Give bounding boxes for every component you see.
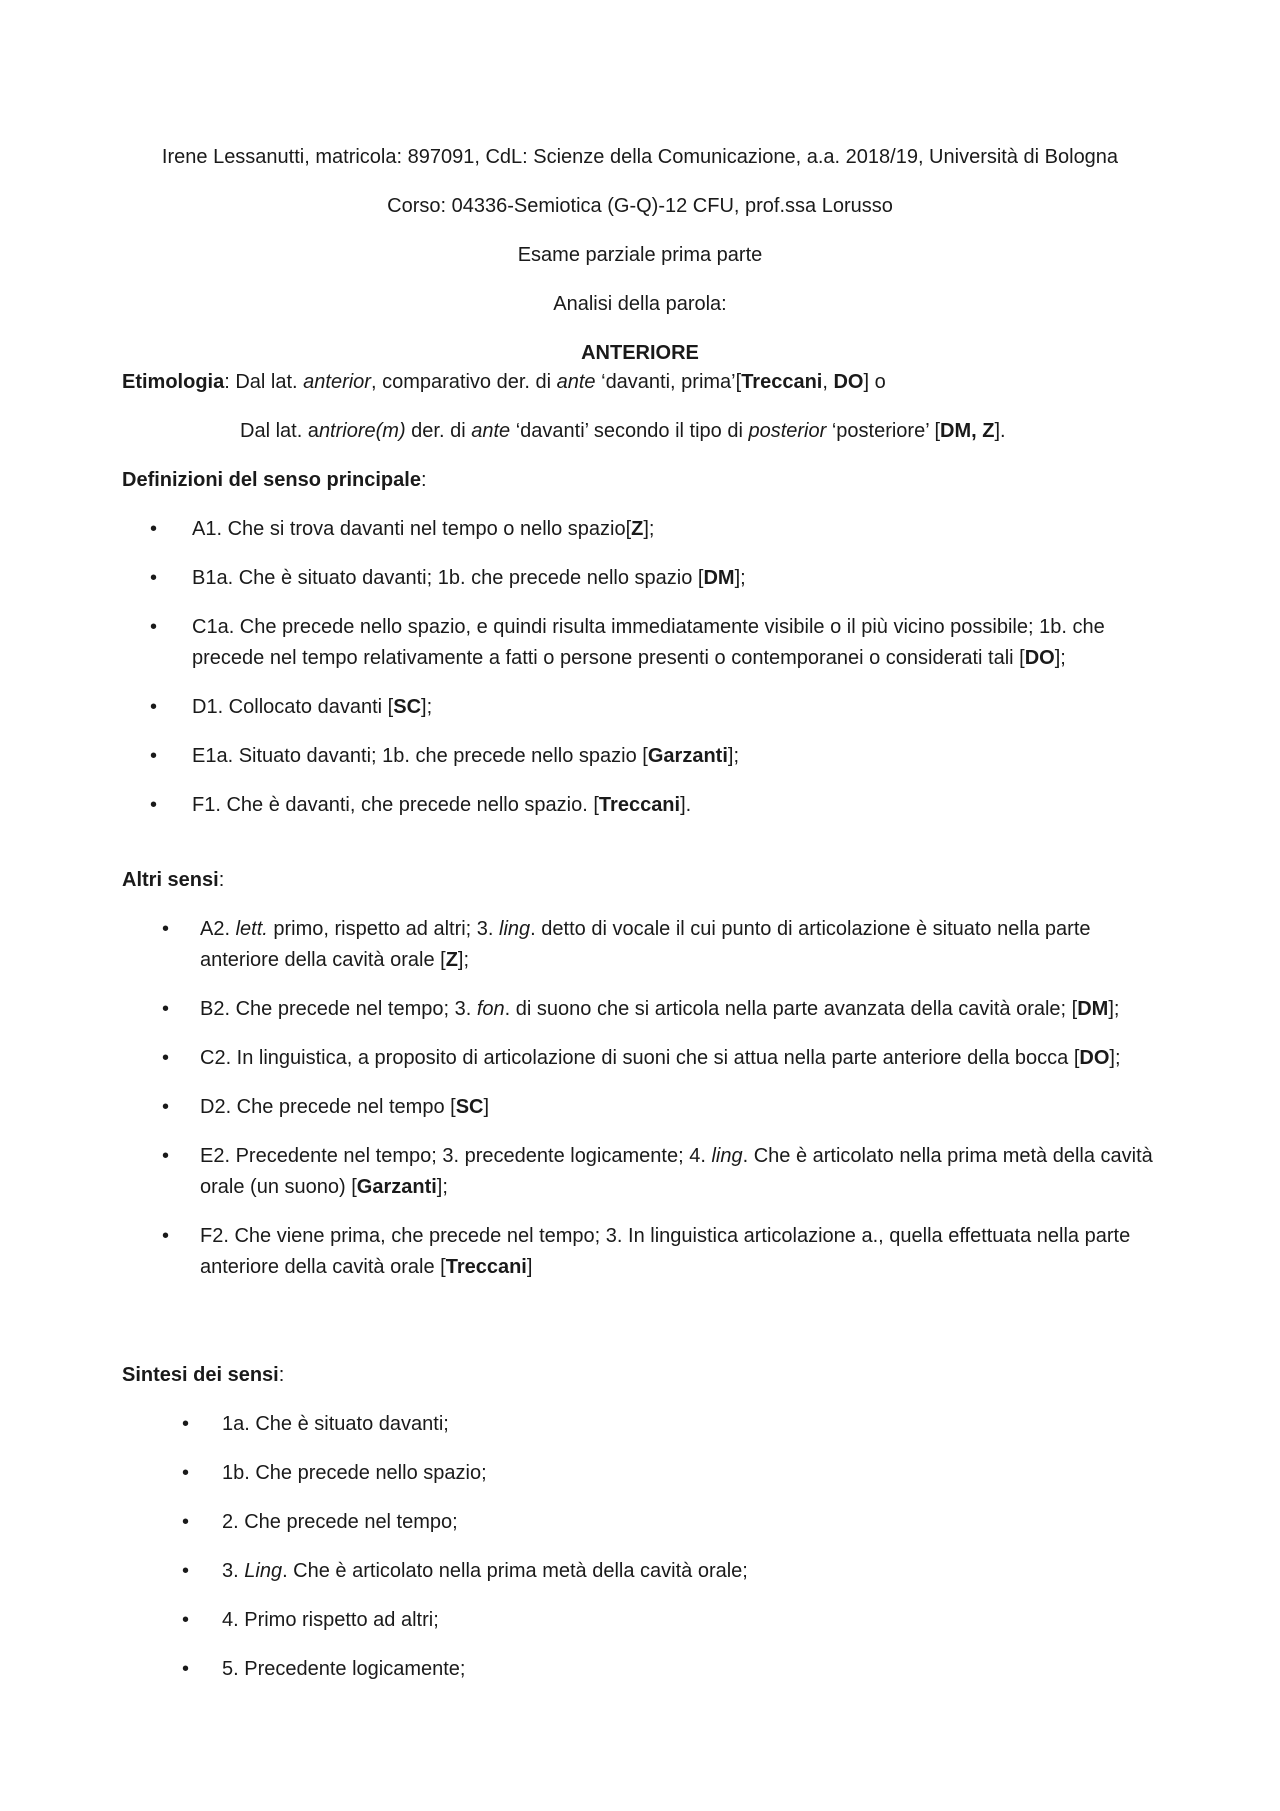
source-ref: DM, Z (940, 420, 995, 442)
text-run: 1a. Che è situato davanti; (222, 1413, 449, 1435)
italic-term: posterior (748, 420, 827, 442)
text-run: . Che è articolato nella prima metà della cavità orale; (282, 1560, 748, 1582)
exam-title: Esame parziale prima parte (517, 244, 763, 266)
list-item (182, 1654, 1082, 1685)
list-item-text (222, 1511, 458, 1533)
synthesis-list (182, 1409, 1082, 1685)
source-ref: Z (445, 949, 458, 971)
text-run: ]; (727, 745, 740, 767)
italic-term: Ling (244, 1560, 283, 1582)
text-run: . di suono che si articola nella parte avanzata della cavità orale; [ (504, 998, 1078, 1020)
text-run: ]; (457, 949, 470, 971)
source-ref: DO (833, 371, 864, 393)
text-run: primo, rispetto ad altri; 3. (267, 918, 500, 940)
italic-term: ntriore(m) (318, 420, 406, 442)
list-item (160, 1221, 1160, 1283)
other-senses-heading (122, 865, 224, 896)
synthesis-heading-text: Sintesi dei sensi (122, 1364, 279, 1386)
source-ref: SC (393, 696, 422, 718)
list-item-text (222, 1462, 487, 1484)
source-ref: Treccani (598, 794, 681, 816)
list-item-text (200, 1096, 489, 1118)
list-item (182, 1605, 1082, 1636)
list-item (150, 741, 1150, 772)
source-ref: DO (1024, 647, 1055, 669)
list-item (150, 790, 1150, 821)
bullet-icon: • (162, 998, 170, 1020)
other-senses-list (160, 914, 1160, 1283)
source-ref: DM (703, 567, 735, 589)
etymology-line-1 (122, 367, 886, 398)
analysis-label: Analisi della parola: (553, 293, 727, 315)
list-item-text (192, 616, 1105, 669)
list-item (150, 514, 1150, 545)
list-item-text (192, 745, 739, 767)
list-item (182, 1556, 1082, 1587)
text-run: . Che è articolato nella prima metà della cavità orale (un suono) [ (200, 1145, 1153, 1198)
source-ref: SC (455, 1096, 484, 1118)
source-ref: Treccani (445, 1256, 527, 1278)
list-item (182, 1409, 1082, 1440)
bullet-icon: • (182, 1658, 190, 1680)
text-run: ]. (994, 420, 1006, 442)
synthesis-heading (122, 1360, 284, 1391)
list-item (182, 1507, 1082, 1538)
text-run: , comparativo der. di (370, 371, 557, 393)
bullet-icon: • (150, 745, 158, 767)
bullet-icon: • (150, 616, 158, 638)
list-item (160, 1043, 1160, 1074)
bullet-icon: • (162, 918, 170, 940)
text-run: ] o (863, 371, 886, 393)
text-run: 5. Precedente logicamente; (222, 1658, 466, 1680)
author-info: Irene Lessanutti, matricola: 897091, CdL: Scienze della Comunicazione, a.a. 2018/19, Università di Bologna (161, 146, 1119, 168)
colon: : (278, 1364, 285, 1386)
definitions-heading (122, 465, 427, 496)
list-item-text (200, 1225, 1130, 1278)
text-run: ]; (734, 567, 746, 589)
italic-term: lett. (235, 918, 268, 940)
colon: : (218, 869, 225, 891)
text-run: ‘posteriore’ [ (826, 420, 941, 442)
text-run: B2. Che precede nel tempo; 3. (200, 998, 477, 1020)
course-info: Corso: 04336-Semiotica (G-Q)-12 CFU, prof.ssa Lorusso (387, 195, 893, 217)
text-run: . detto di vocale il cui punto di articolazione è situato nella parte anteriore della cavità orale [ (200, 918, 1091, 971)
text-run: ]. (680, 794, 692, 816)
bullet-icon: • (182, 1609, 190, 1631)
text-run: B1a. Che è situato davanti; 1b. che precede nello spazio [ (192, 567, 704, 589)
italic-term: anterior (303, 371, 371, 393)
list-item (150, 692, 1150, 723)
list-item-text (222, 1658, 466, 1680)
list-item-text (192, 794, 691, 816)
text-run: Dal lat. a (240, 420, 319, 442)
text-run: F2. Che viene prima, che precede nel tempo; 3. In linguistica articolazione a., quella effettuata nella parte anteriore della cavità orale [ (200, 1225, 1131, 1278)
text-run: E1a. Situato davanti; 1b. che precede nello spazio [ (192, 745, 648, 767)
italic-term: ling (499, 918, 531, 940)
list-item-text (192, 696, 432, 718)
text-run: 4. Primo rispetto ad altri; (222, 1609, 439, 1631)
text-run: 2. Che precede nel tempo; (222, 1511, 458, 1533)
source-ref: Treccani (741, 371, 823, 393)
list-item (182, 1458, 1082, 1489)
list-item-text (200, 1145, 1153, 1198)
etymology-line-2 (240, 416, 1006, 447)
bullet-icon: • (150, 794, 158, 816)
etymology-label: Etimologia (122, 371, 225, 393)
text-run: ] (526, 1256, 533, 1278)
list-item (160, 994, 1160, 1025)
text-run: : Dal lat. (224, 371, 304, 393)
bullet-icon: • (162, 1145, 170, 1167)
list-item-text (200, 998, 1119, 1020)
text-run: F1. Che è davanti, che precede nello spazio. [ (192, 794, 599, 816)
etymology-text-1 (224, 371, 886, 393)
list-item-text (200, 918, 1091, 971)
text-run: E2. Precedente nel tempo; 3. precedente logicamente; 4. (200, 1145, 712, 1167)
list-item-text (222, 1560, 748, 1582)
bullet-icon: • (162, 1047, 170, 1069)
other-senses-heading-text: Altri sensi (122, 869, 219, 891)
source-ref: Garzanti (647, 745, 728, 767)
bullet-icon: • (162, 1225, 170, 1247)
bullet-icon: • (150, 567, 158, 589)
text-run: ]; (643, 518, 655, 540)
list-item (160, 1092, 1160, 1123)
text-run: ]; (1109, 1047, 1121, 1069)
text-run: ‘davanti’ secondo il tipo di (510, 420, 749, 442)
bullet-icon: • (182, 1462, 190, 1484)
text-run: ]; (421, 696, 433, 718)
text-run: C2. In linguistica, a proposito di articolazione di suoni che si attua nella parte anteriore della bocca [ (200, 1047, 1080, 1069)
italic-term: ante (471, 420, 511, 442)
text-run: A2. (200, 918, 236, 940)
source-ref: Z (631, 518, 644, 540)
text-run: der. di (405, 420, 472, 442)
bullet-icon: • (150, 696, 158, 718)
text-run: ] (483, 1096, 490, 1118)
list-item-text (222, 1609, 439, 1631)
text-run: A1. Che si trova davanti nel tempo o nello spazio[ (192, 518, 632, 540)
text-run: ]; (436, 1176, 448, 1198)
bullet-icon: • (150, 518, 158, 540)
bullet-icon: • (162, 1096, 170, 1118)
bullet-icon: • (182, 1413, 190, 1435)
text-run: ]; (1054, 647, 1066, 669)
bullet-icon: • (182, 1511, 190, 1533)
italic-term: ling (711, 1145, 743, 1167)
text-run: ‘davanti, prima’[ (595, 371, 742, 393)
italic-term: ante (556, 371, 596, 393)
word-title: ANTERIORE (581, 342, 699, 364)
definitions-heading-text: Definizioni del senso principale (122, 469, 421, 491)
text-run: D1. Collocato davanti [ (192, 696, 394, 718)
list-item (150, 563, 1150, 594)
text-run: 1b. Che precede nello spazio; (222, 1462, 487, 1484)
source-ref: DM (1077, 998, 1109, 1020)
text-run: 3. (222, 1560, 245, 1582)
list-item-text (192, 518, 654, 540)
text-run: C1a. Che precede nello spazio, e quindi risulta immediatamente visibile o il più vicino possibile; 1b. che precede nel tempo relativamente a fatti o persone presenti o contemporanei o considerati tali [ (192, 616, 1105, 669)
text-run: D2. Che precede nel tempo [ (200, 1096, 456, 1118)
list-item-text (200, 1047, 1121, 1069)
source-ref: Garzanti (356, 1176, 437, 1198)
list-item-text (192, 567, 746, 589)
text-run: , (822, 371, 834, 393)
text-run: ]; (1108, 998, 1120, 1020)
list-item (160, 1141, 1160, 1203)
list-item (150, 612, 1150, 674)
list-item-text (222, 1413, 449, 1435)
bullet-icon: • (182, 1560, 190, 1582)
list-item (160, 914, 1160, 976)
italic-term: fon (476, 998, 505, 1020)
colon: : (420, 469, 427, 491)
source-ref: DO (1079, 1047, 1110, 1069)
definitions-list (150, 514, 1150, 821)
